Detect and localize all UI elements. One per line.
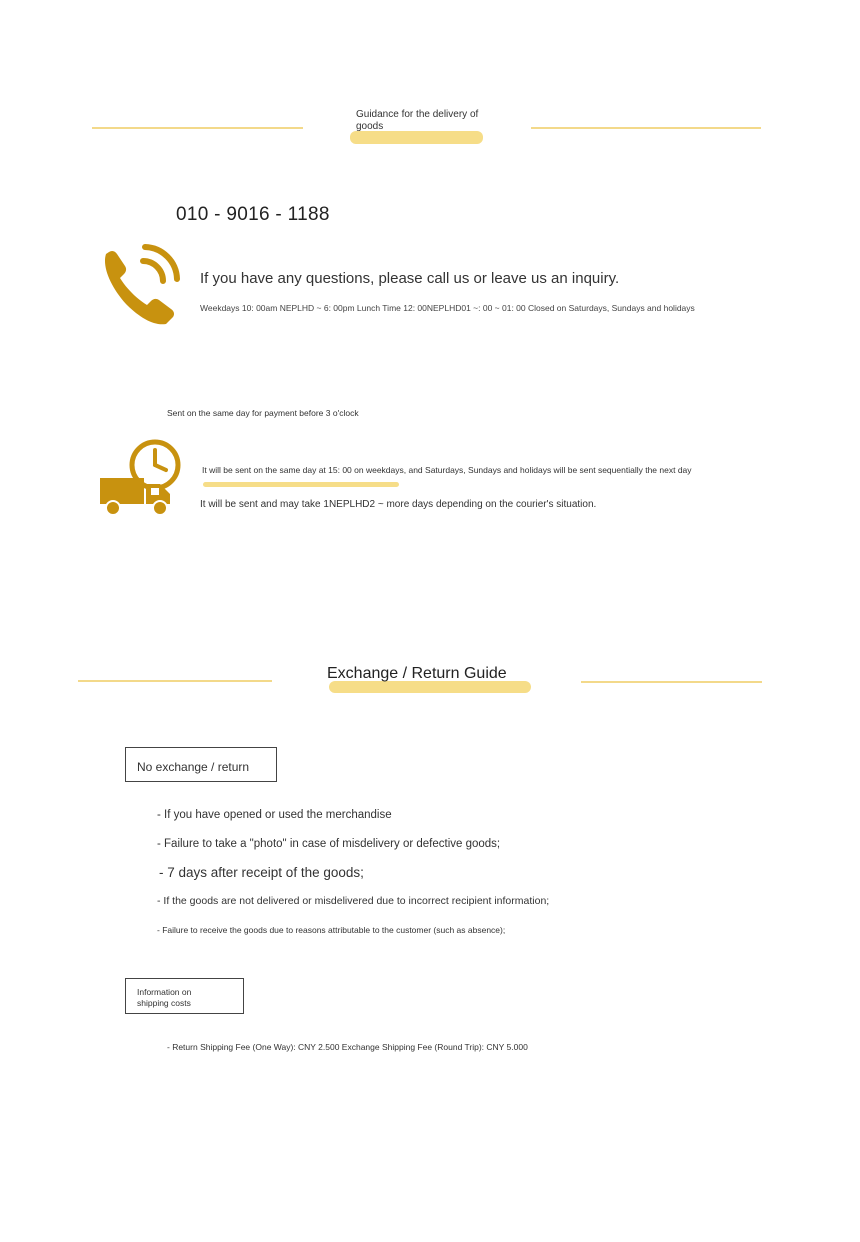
no-exchange-box (125, 747, 277, 782)
divider-right-2 (581, 681, 762, 683)
delivery-truck-icon (98, 438, 188, 518)
same-day-title: Sent on the same day for payment before 3 o'clock (167, 408, 359, 418)
list-item: - If you have opened or used the merchandise (157, 809, 392, 821)
list-item: - Failure to take a "photo" in case of misdelivery or defective goods; (157, 838, 501, 850)
inquiry-text: If you have any questions, please call us or leave us an inquiry. (200, 270, 620, 287)
list-item: - Failure to receive the goods due to reasons attributable to the customer (such as absence); (157, 925, 506, 935)
phone-number: 010 - 9016 - 1188 (176, 204, 330, 225)
send-note-2: It will be sent and may take 1NEPLHD2 ~ more days depending on the courier's situation. (200, 499, 597, 510)
divider-left (92, 127, 303, 129)
shipping-info-label: Information on shipping costs (137, 987, 192, 1008)
phone-icon (96, 236, 188, 328)
list-item: - If the goods are not delivered or misdelivered due to incorrect recipient information; (157, 895, 550, 907)
exchange-section-title: Exchange / Return Guide (327, 665, 507, 682)
divider-left-2 (78, 680, 272, 682)
business-hours: Weekdays 10: 00am NEPLHD ~ 6: 00pm Lunch Time 12: 00NEPLHD01 ~: 00 ~ 01: 00 Closed on Saturdays, Sundays and holidays (200, 303, 695, 313)
note-highlight (203, 482, 399, 487)
no-exchange-label: No exchange / return (137, 760, 250, 774)
divider-right (531, 127, 761, 129)
send-note-1: It will be sent on the same day at 15: 00 on weekdays, and Saturdays, Sundays and holidays will be sent sequentially the next day (202, 465, 692, 475)
shipping-info-box (125, 978, 244, 1014)
list-item: - 7 days after receipt of the goods; (159, 865, 364, 880)
delivery-section-title: Guidance for the delivery of goods (356, 109, 479, 132)
shipping-fee: - Return Shipping Fee (One Way): CNY 2.500 Exchange Shipping Fee (Round Trip): CNY 5.000 (167, 1042, 528, 1052)
